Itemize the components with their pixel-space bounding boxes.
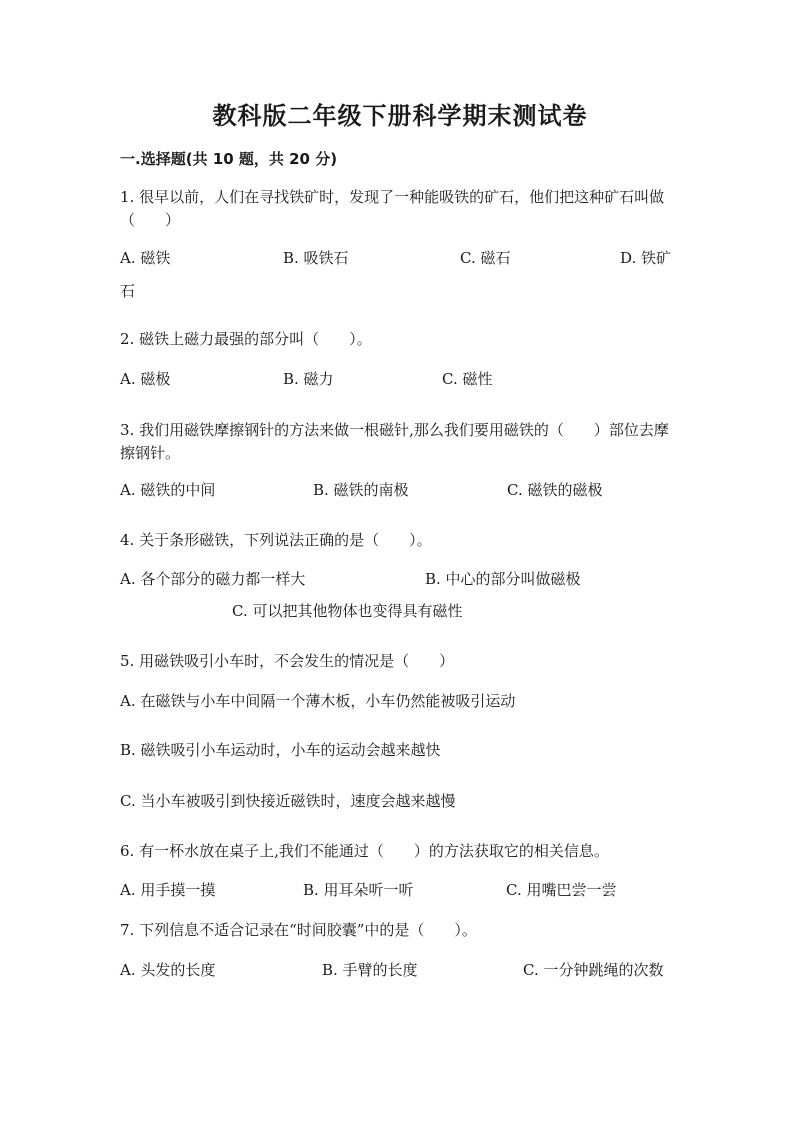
question-3-option-a[interactable]: A. 磁铁的中间	[120, 481, 216, 499]
question-4-option-a[interactable]: A. 各个部分的磁力都一样大	[120, 570, 306, 588]
question-7-options	[120, 958, 675, 982]
question-1-option-d-wrap: 石	[120, 282, 136, 300]
section-heading: 一.选择题(共 10 题，共 20 分)	[120, 150, 338, 168]
question-2-option-a[interactable]: A. 磁极	[120, 370, 171, 388]
question-5-option-c[interactable]: C. 当小车被吸引到快接近磁铁时，速度会越来越慢	[120, 792, 456, 810]
question-7-option-c[interactable]: C. 一分钟跳绳的次数	[523, 961, 664, 979]
question-6-option-b[interactable]: B. 用耳朵听一听	[303, 881, 414, 899]
question-2-option-c[interactable]: C. 磁性	[442, 370, 493, 388]
question-6-stem: 6. 有一杯水放在桌子上,我们不能通过（ ）的方法获取它的相关信息。	[120, 842, 609, 860]
question-6-option-c[interactable]: C. 用嘴巴尝一尝	[506, 881, 617, 899]
question-6-options	[120, 878, 675, 902]
page-title: 教科版二年级下册科学期末测试卷	[212, 102, 588, 130]
question-3-stem: 3. 我们用磁铁摩擦钢针的方法来做一根磁针,那么我们要用磁铁的（ ）部位去摩擦钢针。	[120, 421, 669, 462]
question-5-stem: 5. 用磁铁吸引小车时，不会发生的情况是（ ）	[120, 652, 455, 670]
question-5-option-a[interactable]: A. 在磁铁与小车中间隔一个薄木板，小车仍然能被吸引运动	[120, 692, 516, 710]
question-3-option-c[interactable]: C. 磁铁的磁极	[507, 481, 603, 499]
question-4-option-c[interactable]: C. 可以把其他物体也变得具有磁性	[232, 602, 463, 620]
question-5-option-b[interactable]: B. 磁铁吸引小车运动时，小车的运动会越来越快	[120, 741, 441, 759]
question-2-option-b[interactable]: B. 磁力	[283, 370, 334, 388]
question-7-option-a[interactable]: A. 头发的长度	[120, 961, 216, 979]
question-1-option-d[interactable]: D. 铁矿	[620, 249, 672, 267]
question-1-options	[120, 246, 675, 270]
question-1-stem: 1. 很早以前，人们在寻找铁矿时，发现了一种能吸铁的矿石，他们把这种矿石叫做（ ）	[120, 188, 665, 229]
question-4-options	[120, 567, 675, 591]
question-7-stem: 7. 下列信息不适合记录在“时间胶囊”中的是（ ）。	[120, 921, 477, 939]
question-1-option-a[interactable]: A. 磁铁	[120, 249, 171, 267]
question-4-option-b[interactable]: B. 中心的部分叫做磁极	[425, 570, 581, 588]
question-1-option-c[interactable]: C. 磁石	[460, 249, 511, 267]
question-2-stem: 2. 磁铁上磁力最强的部分叫（ ）。	[120, 330, 372, 348]
question-1-option-b[interactable]: B. 吸铁石	[283, 249, 349, 267]
question-3-option-b[interactable]: B. 磁铁的南极	[313, 481, 409, 499]
question-6-option-a[interactable]: A. 用手摸一摸	[120, 881, 216, 899]
question-3-options	[120, 478, 675, 502]
question-4-stem: 4. 关于条形磁铁，下列说法正确的是（ ）。	[120, 531, 432, 549]
question-2-options	[120, 367, 675, 391]
question-7-option-b[interactable]: B. 手臂的长度	[322, 961, 418, 979]
